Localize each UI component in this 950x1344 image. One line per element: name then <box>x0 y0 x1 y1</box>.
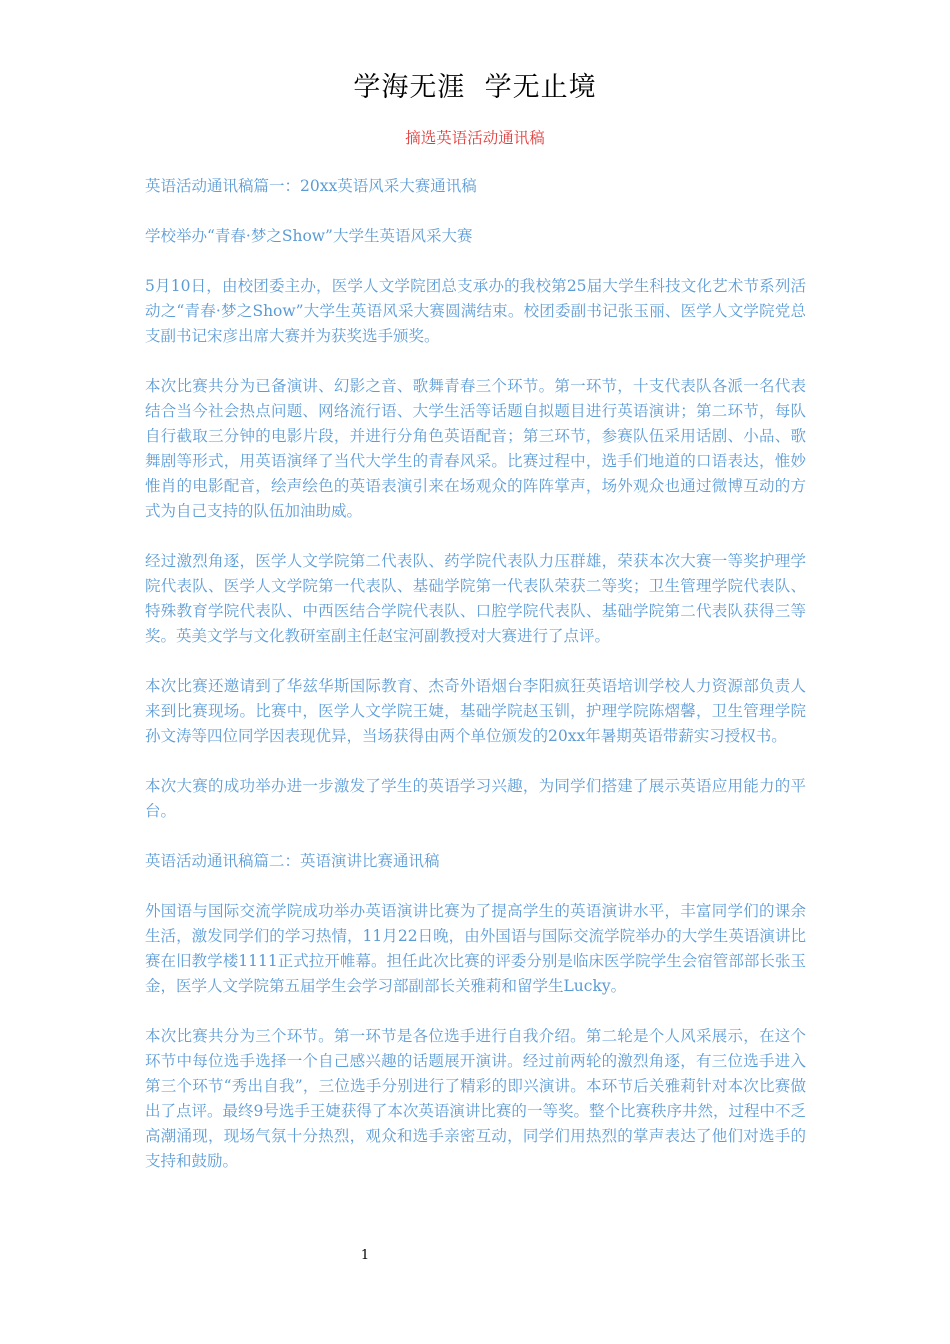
paragraph: 本次比赛还邀请到了华兹华斯国际教育、杰奇外语烟台李阳疯狂英语培训学校人力资源部负责人来到比赛现场。比赛中，医学人文学院王婕，基础学院赵玉钏，护理学院陈熠馨，卫生管理学院孙文涛等四位同学因表现优异，当场获得由两个单位颁发的20xx年暑期英语带薪实习授权书。 <box>145 677 806 745</box>
paragraph: 本次比赛共分为三个环节。第一环节是各位选手进行自我介绍。第二轮是个人风采展示，在这个环节中每位选手选择一个自己感兴趣的话题展开演讲。经过前两轮的激烈角逐，有三位选手进入第三个环节“秀出自我”，三位选手分别进行了精彩的即兴演讲。本环节后关雅莉针对本次比赛做出了点评。最终9号选手王婕获得了本次英语演讲比赛的一等奖。整个比赛秩序井然，过程中不乏高潮涌现，现场气氛十分热烈，观众和选手亲密互动，同学们用热烈的掌声表达了他们对选手的支持和鼓励。 <box>145 1027 806 1170</box>
paragraph: 本次大赛的成功举办进一步激发了学生的英语学习兴趣，为同学们搭建了展示英语应用能力的平台。 <box>145 777 806 820</box>
page-header-title: 学海无涯 学无止境 <box>353 72 597 103</box>
section-heading-2: 英语活动通讯稿篇二：英语演讲比赛通讯稿 <box>145 852 440 870</box>
article-headline-1: 学校举办“青春·梦之Show”大学生英语风采大赛 <box>145 227 473 245</box>
document-title: 摘选英语活动通讯稿 <box>405 129 545 147</box>
page-number: 1 <box>360 1248 370 1263</box>
section-heading-1: 英语活动通讯稿篇一：20xx英语风采大赛通讯稿 <box>145 177 477 195</box>
paragraph: 外国语与国际交流学院成功举办英语演讲比赛为了提高学生的英语演讲水平，丰富同学们的课余生活，激发同学们的学习热情，11月22日晚，由外国语与国际交流学院举办的大学生英语演讲比赛在旧教学楼1111正式拉开帷幕。担任此次比赛的评委分别是临床医学院学生会宿管部部长张玉金，医学人文学院第五届学生会学习部副部长关雅莉和留学生Lucky。 <box>145 902 806 995</box>
document-body <box>145 174 806 1199</box>
paragraph: 5月10日，由校团委主办，医学人文学院团总支承办的我校第25届大学生科技文化艺术节系列活动之“青春·梦之Show”大学生英语风采大赛圆满结束。校团委副书记张玉丽、医学人文学院党总支副书记宋彦出席大赛并为获奖选手颁奖。 <box>145 277 806 345</box>
paragraph: 本次比赛共分为已备演讲、幻影之音、歌舞青春三个环节。第一环节，十支代表队各派一名代表结合当今社会热点问题、网络流行语、大学生活等话题自拟题目进行英语演讲；第二环节，每队自行截取三分钟的电影片段，并进行分角色英语配音；第三环节，参赛队伍采用话剧、小品、歌舞剧等形式，用英语演绎了当代大学生的青春风采。比赛过程中，选手们地道的口语表达，惟妙惟肖的电影配音，绘声绘色的英语表演引来在场观众的阵阵掌声，场外观众也通过微博互动的方式为自己支持的队伍加油助威。 <box>145 377 806 520</box>
paragraph: 经过激烈角逐，医学人文学院第二代表队、药学院代表队力压群雄，荣获本次大赛一等奖护理学院代表队、医学人文学院第一代表队、基础学院第一代表队荣获二等奖；卫生管理学院代表队、特殊教育学院代表队、中西医结合学院代表队、口腔学院代表队、基础学院第二代表队获得三等奖。英美文学与文化教研室副主任赵宝河副教授对大赛进行了点评。 <box>145 552 806 645</box>
